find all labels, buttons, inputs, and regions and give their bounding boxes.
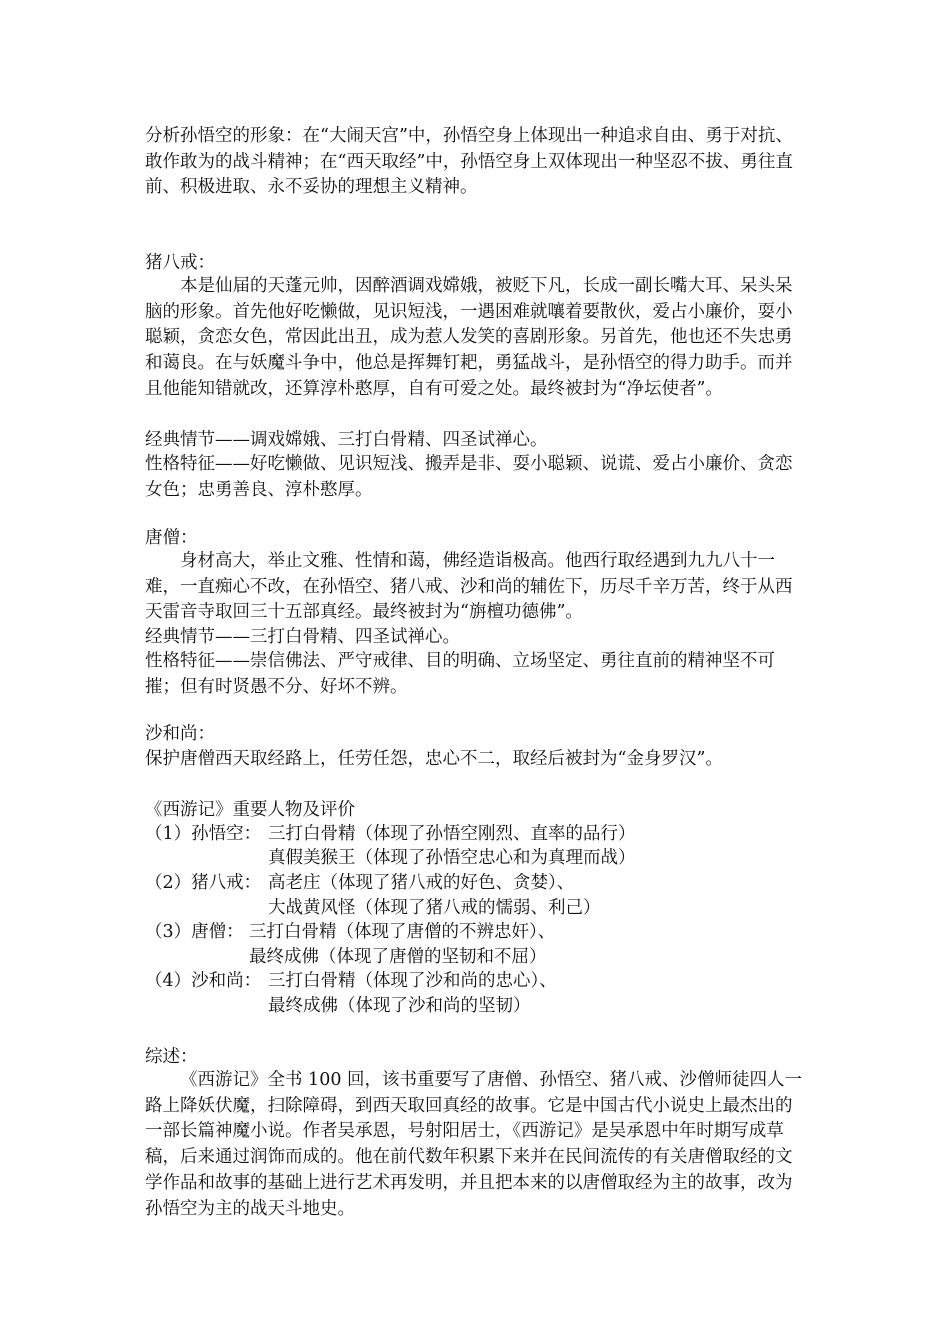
list-item-line: 最终成佛（体现了沙和尚的坚韧） [268,996,531,1016]
sha-body: 保护唐僧西天取经路上，任劳任怨，忠心不二，取经后被封为“金身罗汉”。 [145,749,723,769]
tang-heading: 唐僧： [145,528,198,548]
list-item-line: 高老庄（体现了猪八戒的好色、贪婪）、 [268,873,575,893]
list-item-line: 三打白骨精（体现了唐僧的不辨忠奸）、 [249,922,556,942]
list-item-line: 三打白骨精（体现了孙悟空刚烈、直率的品行） [268,824,636,844]
summary-heading: 综述： [145,1047,198,1067]
summary-body: 《西游记》全书 100 回，该书重要写了唐僧、孙悟空、猪八戒、沙僧师徒四人一路上降妖伏魔，扫除障碍，到西天取回真经的故事。它是中国古代小说史上最杰出的一部长篇神魔小说。作者吴承恩，号射阳居士，《西游记》是吴承恩中年时期写成草稿，后来通过润饰而成的。他在前代数年积累下来并在民间流传的有关唐僧取经的文学作品和故事的基础上进行艺术再发明，并且把本来的以唐僧取经为主的故事，改为孙悟空为主的战天斗地史。 [145,1070,803,1219]
list-item-label: （1）孙悟空： [145,824,262,844]
list-item-label: （2）猪八戒： [145,873,262,893]
zhu-body: 本是仙届的天蓬元帅，因醉酒调戏嫦娥，被贬下凡，长成一副长嘴大耳、呆头呆脑的形象。首先他好吃懒做，见识短浅，一遇困难就嚷着要散伙，爱占小廉价，耍小聪颖，贪恋女色，常因此出丑，成为惹人发笑的喜剧形象。另首先，他也还不失忠勇和蔼良。在与妖魔斗争中，他总是挥舞钉耙，勇猛战斗，是孙悟空的得力助手。而并且他能知错就改，还算淳朴憨厚，自有可爱之处。最终被封为“净坛使者”。 [145,276,793,399]
tang-plot: 经典情节——三打白骨精、四圣试禅心。 [145,627,460,647]
list-item-label: （4）沙和尚： [145,971,262,991]
sha-heading: 沙和尚： [145,724,215,744]
list-title: 《西游记》重要人物及评价 [145,800,355,820]
tang-trait: 性格特征——崇信佛法、严守戒律、目的明确、立场坚定、勇往直前的精神坚不可摧；但有时贤愚不分、好坏不辨。 [145,651,775,697]
list-item-line: 真假美猴王（体现了孙悟空忠心和为真理而战） [268,848,636,868]
tang-body: 身材高大，举止文雅、性情和蔼，佛经造诣极高。他西行取经遇到九九八十一难，一直痴心不改，在孙悟空、猪八戒、沙和尚的辅佐下，历尽千辛万苦，终于从西天雷音寺取回三十五部真经。最终被封为“旃檀功德佛”。 [145,551,793,623]
list-item-line: 大战黄风怪（体现了猪八戒的懦弱、利己） [268,898,601,918]
list-item-line: 最终成佛（体现了唐僧的坚韧和不屈） [249,947,547,967]
zhu-plot: 经典情节——调戏嫦娥、三打白骨精、四圣试禅心。 [145,430,548,450]
list-item-label: （3）唐僧： [145,922,244,942]
zhu-heading: 猪八戒： [145,253,215,273]
list-item-line: 三打白骨精（体现了沙和尚的忠心）、 [268,971,557,991]
zhu-trait: 性格特征——好吃懒做、见识短浅、搬弄是非、耍小聪颖、说谎、爱占小廉价、贪恋女色；忠勇善良、淳朴憨厚。 [145,454,793,500]
intro-paragraph: 分析孙悟空的形象：在“大闹天宫”中，孙悟空身上体现出一种追求自由、勇于对抗、敢作敢为的战斗精神；在“西天取经”中，孙悟空身上双体现出一种坚忍不拔、勇往直前、积极进取、永不妥协的理想主义精神。 [145,126,793,198]
